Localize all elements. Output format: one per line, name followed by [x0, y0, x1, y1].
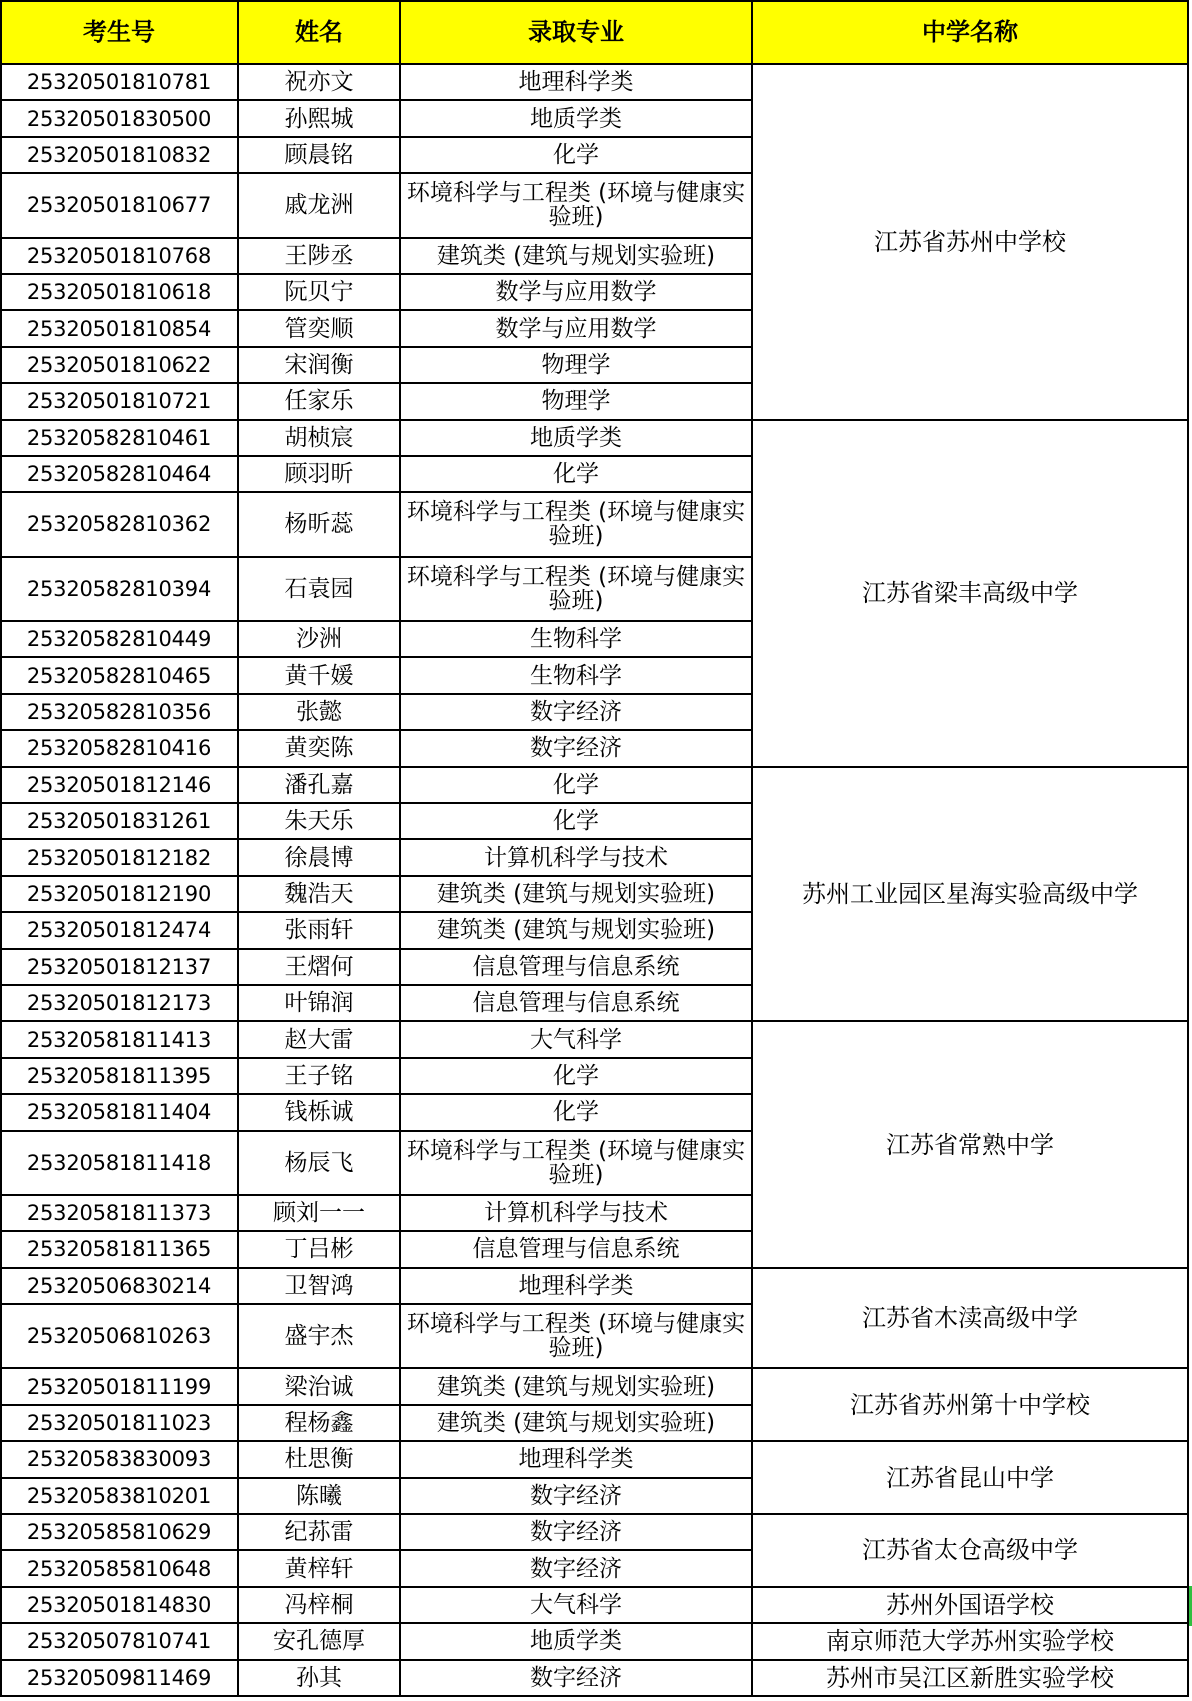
cell-major[interactable]: 大气科学 — [530, 1591, 622, 1618]
cell-name[interactable]: 纪荪雷 — [284, 1519, 354, 1546]
grid-line — [0, 911, 752, 913]
cell-major[interactable]: 数字经济 — [530, 735, 622, 762]
grid-line — [752, 1513, 1188, 1515]
grid-line — [0, 1586, 752, 1588]
cell-name[interactable]: 顾晨铭 — [284, 141, 354, 168]
cell-school[interactable]: 江苏省太仓高级中学 — [862, 1536, 1078, 1565]
cell-id[interactable]: 25320501810618 — [26, 280, 212, 305]
cell-id[interactable]: 25320581811395 — [26, 1063, 212, 1088]
cell-school[interactable]: 苏州外国语学校 — [886, 1590, 1054, 1619]
grid-line — [752, 1020, 1188, 1022]
cell-major[interactable]: 化学 — [553, 771, 599, 798]
cell-name[interactable]: 戚龙洲 — [284, 192, 354, 219]
grid-line — [752, 1267, 1188, 1269]
grid-line — [0, 1659, 752, 1661]
cell-major[interactable]: 地质学类 — [530, 424, 622, 451]
grid-line — [1187, 0, 1189, 1697]
grid-line — [0, 1440, 752, 1442]
cell-id[interactable]: 25320501810854 — [26, 316, 212, 341]
cell-id[interactable]: 25320585810648 — [26, 1556, 212, 1581]
cell-major[interactable]: 地质学类 — [530, 1628, 622, 1655]
grid-line — [0, 556, 752, 558]
cell-id[interactable]: 25320501811199 — [26, 1374, 212, 1399]
cell-id[interactable]: 25320582810461 — [26, 425, 212, 450]
cell-name[interactable]: 杨辰飞 — [284, 1149, 354, 1176]
grid-line — [752, 419, 1188, 421]
cell-major[interactable]: 信息管理与信息系统 — [472, 1236, 680, 1263]
cell-major[interactable]: 环境科学与工程类 (环境与健康实验班) — [406, 563, 746, 614]
cell-name[interactable]: 程杨鑫 — [284, 1409, 354, 1436]
cell-id[interactable]: 25320507810741 — [26, 1629, 212, 1654]
cell-id[interactable]: 25320581811413 — [26, 1027, 212, 1052]
grid-line — [0, 1513, 752, 1515]
grid-line — [237, 0, 239, 1697]
grid-line — [0, 63, 1188, 65]
header-school[interactable]: 中学名称 — [922, 18, 1018, 46]
cell-major[interactable]: 大气科学 — [530, 1026, 622, 1053]
cell-id[interactable]: 25320501811023 — [26, 1410, 212, 1435]
cell-major[interactable]: 数字经济 — [530, 1519, 622, 1546]
cell-name[interactable]: 黄千媛 — [284, 662, 354, 689]
cell-name[interactable]: 顾刘一一 — [273, 1200, 365, 1227]
cell-school[interactable]: 江苏省苏州第十中学校 — [850, 1390, 1090, 1419]
grid-line — [0, 948, 752, 950]
header-name[interactable]: 姓名 — [295, 18, 343, 46]
cell-id[interactable]: 25320582810394 — [26, 576, 212, 601]
cell-id[interactable]: 25320501812474 — [26, 918, 212, 943]
cell-name[interactable]: 朱天乐 — [284, 808, 354, 835]
grid-line — [0, 1404, 752, 1406]
grid-line — [0, 136, 752, 138]
cell-name[interactable]: 盛宇杰 — [284, 1323, 354, 1350]
cell-id[interactable]: 25320501831261 — [26, 809, 212, 834]
cell-name[interactable]: 叶锦润 — [284, 990, 354, 1017]
grid-line — [752, 1695, 1188, 1697]
cell-major[interactable]: 化学 — [553, 808, 599, 835]
cell-name[interactable]: 陈曦 — [296, 1482, 342, 1509]
cell-major[interactable]: 地理科学类 — [518, 69, 634, 96]
cell-name[interactable]: 石袁园 — [284, 575, 354, 602]
cell-school[interactable]: 江苏省梁丰高级中学 — [862, 579, 1078, 608]
grid-line — [0, 1695, 752, 1697]
cell-name[interactable]: 安孔德厚 — [273, 1628, 365, 1655]
cell-id[interactable]: 25320501810781 — [26, 70, 212, 95]
cell-major[interactable]: 建筑类 (建筑与规划实验班) — [436, 880, 716, 907]
cell-school[interactable]: 苏州市吴江区新胜实验学校 — [826, 1663, 1114, 1692]
cell-major[interactable]: 化学 — [553, 461, 599, 488]
cell-name[interactable]: 徐晨博 — [284, 844, 354, 871]
grid-line — [0, 419, 752, 421]
cell-name[interactable]: 赵大雷 — [284, 1026, 354, 1053]
grid-line — [0, 1267, 752, 1269]
cell-id[interactable]: 25320582810416 — [26, 736, 212, 761]
grid-line — [0, 1477, 752, 1479]
cell-id[interactable]: 25320581811404 — [26, 1100, 212, 1125]
cell-id[interactable]: 25320581811373 — [26, 1201, 212, 1226]
grid-line — [0, 0, 1188, 2]
cell-id[interactable]: 25320582810362 — [26, 512, 212, 537]
cell-name[interactable]: 潘孔嘉 — [284, 771, 354, 798]
grid-line — [0, 1303, 752, 1305]
cell-name[interactable]: 管奕顺 — [284, 315, 354, 342]
cell-id[interactable]: 25320501830500 — [26, 106, 212, 131]
cell-major[interactable]: 信息管理与信息系统 — [472, 990, 680, 1017]
cell-id[interactable]: 25320501812190 — [26, 881, 212, 906]
grid-line — [0, 1057, 752, 1059]
cell-name[interactable]: 孙其 — [296, 1664, 342, 1691]
grid-line — [752, 766, 1188, 768]
cell-major[interactable]: 环境科学与工程类 (环境与健康实验班) — [406, 1311, 746, 1362]
cell-major[interactable]: 地理科学类 — [518, 1446, 634, 1473]
grid-line — [0, 346, 752, 348]
cell-id[interactable]: 25320585810629 — [26, 1520, 212, 1545]
cell-major[interactable]: 化学 — [553, 1062, 599, 1089]
cell-major[interactable]: 建筑类 (建筑与规划实验班) — [436, 917, 716, 944]
cell-name[interactable]: 胡桢宸 — [284, 424, 354, 451]
grid-line — [0, 1194, 752, 1196]
cell-major[interactable]: 地理科学类 — [518, 1272, 634, 1299]
cell-name[interactable]: 杜思衡 — [284, 1446, 354, 1473]
cell-name[interactable]: 王熠何 — [284, 953, 354, 980]
grid-line — [752, 1622, 1188, 1624]
grid-line — [0, 237, 752, 239]
grid-line — [0, 172, 752, 174]
cell-name[interactable]: 卫智鸿 — [284, 1272, 354, 1299]
grid-line — [752, 1440, 1188, 1442]
cell-name[interactable]: 孙熙城 — [284, 105, 354, 132]
cell-id[interactable]: 25320582810356 — [26, 699, 212, 724]
grid-line — [0, 984, 752, 986]
cell-major[interactable]: 数学与应用数学 — [495, 279, 657, 306]
cell-id[interactable]: 25320509811469 — [26, 1665, 212, 1690]
cell-name[interactable]: 顾羽昕 — [284, 461, 354, 488]
cell-id[interactable]: 25320501814830 — [26, 1592, 212, 1617]
cell-school[interactable]: 江苏省常熟中学 — [886, 1130, 1054, 1159]
cell-id[interactable]: 25320501812173 — [26, 991, 212, 1016]
cell-id[interactable]: 25320501810768 — [26, 243, 212, 268]
grid-line — [0, 1093, 752, 1095]
grid-line — [0, 1130, 752, 1132]
cell-school[interactable]: 江苏省苏州中学校 — [874, 227, 1066, 256]
grid-line — [0, 656, 752, 658]
cell-id[interactable]: 25320582810465 — [26, 663, 212, 688]
cell-name[interactable]: 任家乐 — [284, 388, 354, 415]
cell-id[interactable]: 25320581811365 — [26, 1237, 212, 1262]
cell-major[interactable]: 化学 — [553, 141, 599, 168]
cell-id[interactable]: 25320582810449 — [26, 627, 212, 652]
cell-major[interactable]: 数字经济 — [530, 1482, 622, 1509]
grid-line — [0, 1230, 752, 1232]
cell-major[interactable]: 生物科学 — [530, 626, 622, 653]
grid-line — [0, 273, 752, 275]
cell-school[interactable]: 南京师范大学苏州实验学校 — [826, 1627, 1114, 1656]
grid-line — [0, 309, 752, 311]
grid-line — [0, 491, 752, 493]
header-id[interactable]: 考生号 — [83, 18, 155, 46]
cell-name[interactable]: 张懿 — [296, 698, 342, 725]
cell-major[interactable]: 信息管理与信息系统 — [472, 953, 680, 980]
cell-major[interactable]: 物理学 — [541, 351, 611, 378]
grid-line — [0, 693, 752, 695]
grid-line — [0, 729, 752, 731]
cell-name[interactable]: 梁治诚 — [284, 1373, 354, 1400]
cell-name[interactable]: 杨昕蕊 — [284, 511, 354, 538]
grid-line — [0, 1020, 752, 1022]
cell-major[interactable]: 数字经济 — [530, 1664, 622, 1691]
cell-id[interactable]: 25320501810721 — [26, 389, 212, 414]
cell-id[interactable]: 25320501812137 — [26, 954, 212, 979]
grid-line — [752, 1586, 1188, 1588]
grid-line — [751, 0, 753, 1697]
cell-major[interactable]: 生物科学 — [530, 662, 622, 689]
cell-id[interactable]: 25320501810622 — [26, 352, 212, 377]
cell-major[interactable]: 环境科学与工程类 (环境与健康实验班) — [406, 499, 746, 550]
grid-line — [0, 99, 752, 101]
cell-id[interactable]: 25320583830093 — [26, 1447, 212, 1472]
cell-name[interactable]: 冯梓桐 — [284, 1591, 354, 1618]
grid-line — [0, 802, 752, 804]
cell-id[interactable]: 25320582810464 — [26, 462, 212, 487]
cell-id[interactable]: 25320506830214 — [26, 1273, 212, 1298]
grid-line — [752, 1367, 1188, 1369]
grid-line — [399, 0, 401, 1697]
cell-name[interactable]: 黄梓轩 — [284, 1555, 354, 1582]
cell-name[interactable]: 沙洲 — [296, 626, 342, 653]
cell-id[interactable]: 25320501810832 — [26, 142, 212, 167]
cell-major[interactable]: 计算机科学与技术 — [484, 844, 668, 871]
cell-name[interactable]: 丁吕彬 — [284, 1236, 354, 1263]
cell-name[interactable]: 黄奕陈 — [284, 735, 354, 762]
cell-name[interactable]: 张雨轩 — [284, 917, 354, 944]
grid-line — [0, 0, 2, 1697]
cell-major[interactable]: 数学与应用数学 — [495, 315, 657, 342]
cell-name[interactable]: 宋润衡 — [284, 351, 354, 378]
cell-id[interactable]: 25320506810263 — [26, 1324, 212, 1349]
cell-major[interactable]: 数字经济 — [530, 1555, 622, 1582]
cell-major[interactable]: 数字经济 — [530, 698, 622, 725]
cell-major[interactable]: 环境科学与工程类 (环境与健康实验班) — [406, 1137, 746, 1188]
cell-major[interactable]: 地质学类 — [530, 105, 622, 132]
cell-name[interactable]: 祝亦文 — [284, 69, 354, 96]
cell-id[interactable]: 25320581811418 — [26, 1150, 212, 1175]
grid-line — [0, 766, 752, 768]
cell-major[interactable]: 建筑类 (建筑与规划实验班) — [436, 1409, 716, 1436]
cell-name[interactable]: 魏浩天 — [284, 880, 354, 907]
cell-school[interactable]: 苏州工业园区星海实验高级中学 — [802, 879, 1138, 908]
cell-major[interactable]: 化学 — [553, 1099, 599, 1126]
cell-major[interactable]: 计算机科学与技术 — [484, 1200, 668, 1227]
grid-line — [0, 1622, 752, 1624]
cell-id[interactable]: 25320501810677 — [26, 193, 212, 218]
cell-school[interactable]: 江苏省木渎高级中学 — [862, 1304, 1078, 1333]
cell-major[interactable]: 建筑类 (建筑与规划实验班) — [436, 242, 716, 269]
grid-line — [0, 382, 752, 384]
cell-major[interactable]: 物理学 — [541, 388, 611, 415]
cell-name[interactable]: 王陟丞 — [284, 242, 354, 269]
cell-major[interactable]: 建筑类 (建筑与规划实验班) — [436, 1373, 716, 1400]
cell-school[interactable]: 江苏省昆山中学 — [886, 1463, 1054, 1492]
grid-line — [0, 620, 752, 622]
grid-line — [0, 875, 752, 877]
cell-name[interactable]: 王子铭 — [284, 1062, 354, 1089]
cell-name[interactable]: 钱栎诚 — [284, 1099, 354, 1126]
cell-name[interactable]: 阮贝宁 — [284, 279, 354, 306]
grid-line — [752, 1659, 1188, 1661]
cell-id[interactable]: 25320501812146 — [26, 772, 212, 797]
cell-id[interactable]: 25320501812182 — [26, 845, 212, 870]
cell-id[interactable]: 25320583810201 — [26, 1483, 212, 1508]
grid-line — [0, 838, 752, 840]
header-major[interactable]: 录取专业 — [528, 18, 624, 46]
grid-line — [0, 1367, 752, 1369]
grid-line — [0, 1549, 752, 1551]
grid-line — [0, 455, 752, 457]
cell-major[interactable]: 环境科学与工程类 (环境与健康实验班) — [406, 180, 746, 231]
